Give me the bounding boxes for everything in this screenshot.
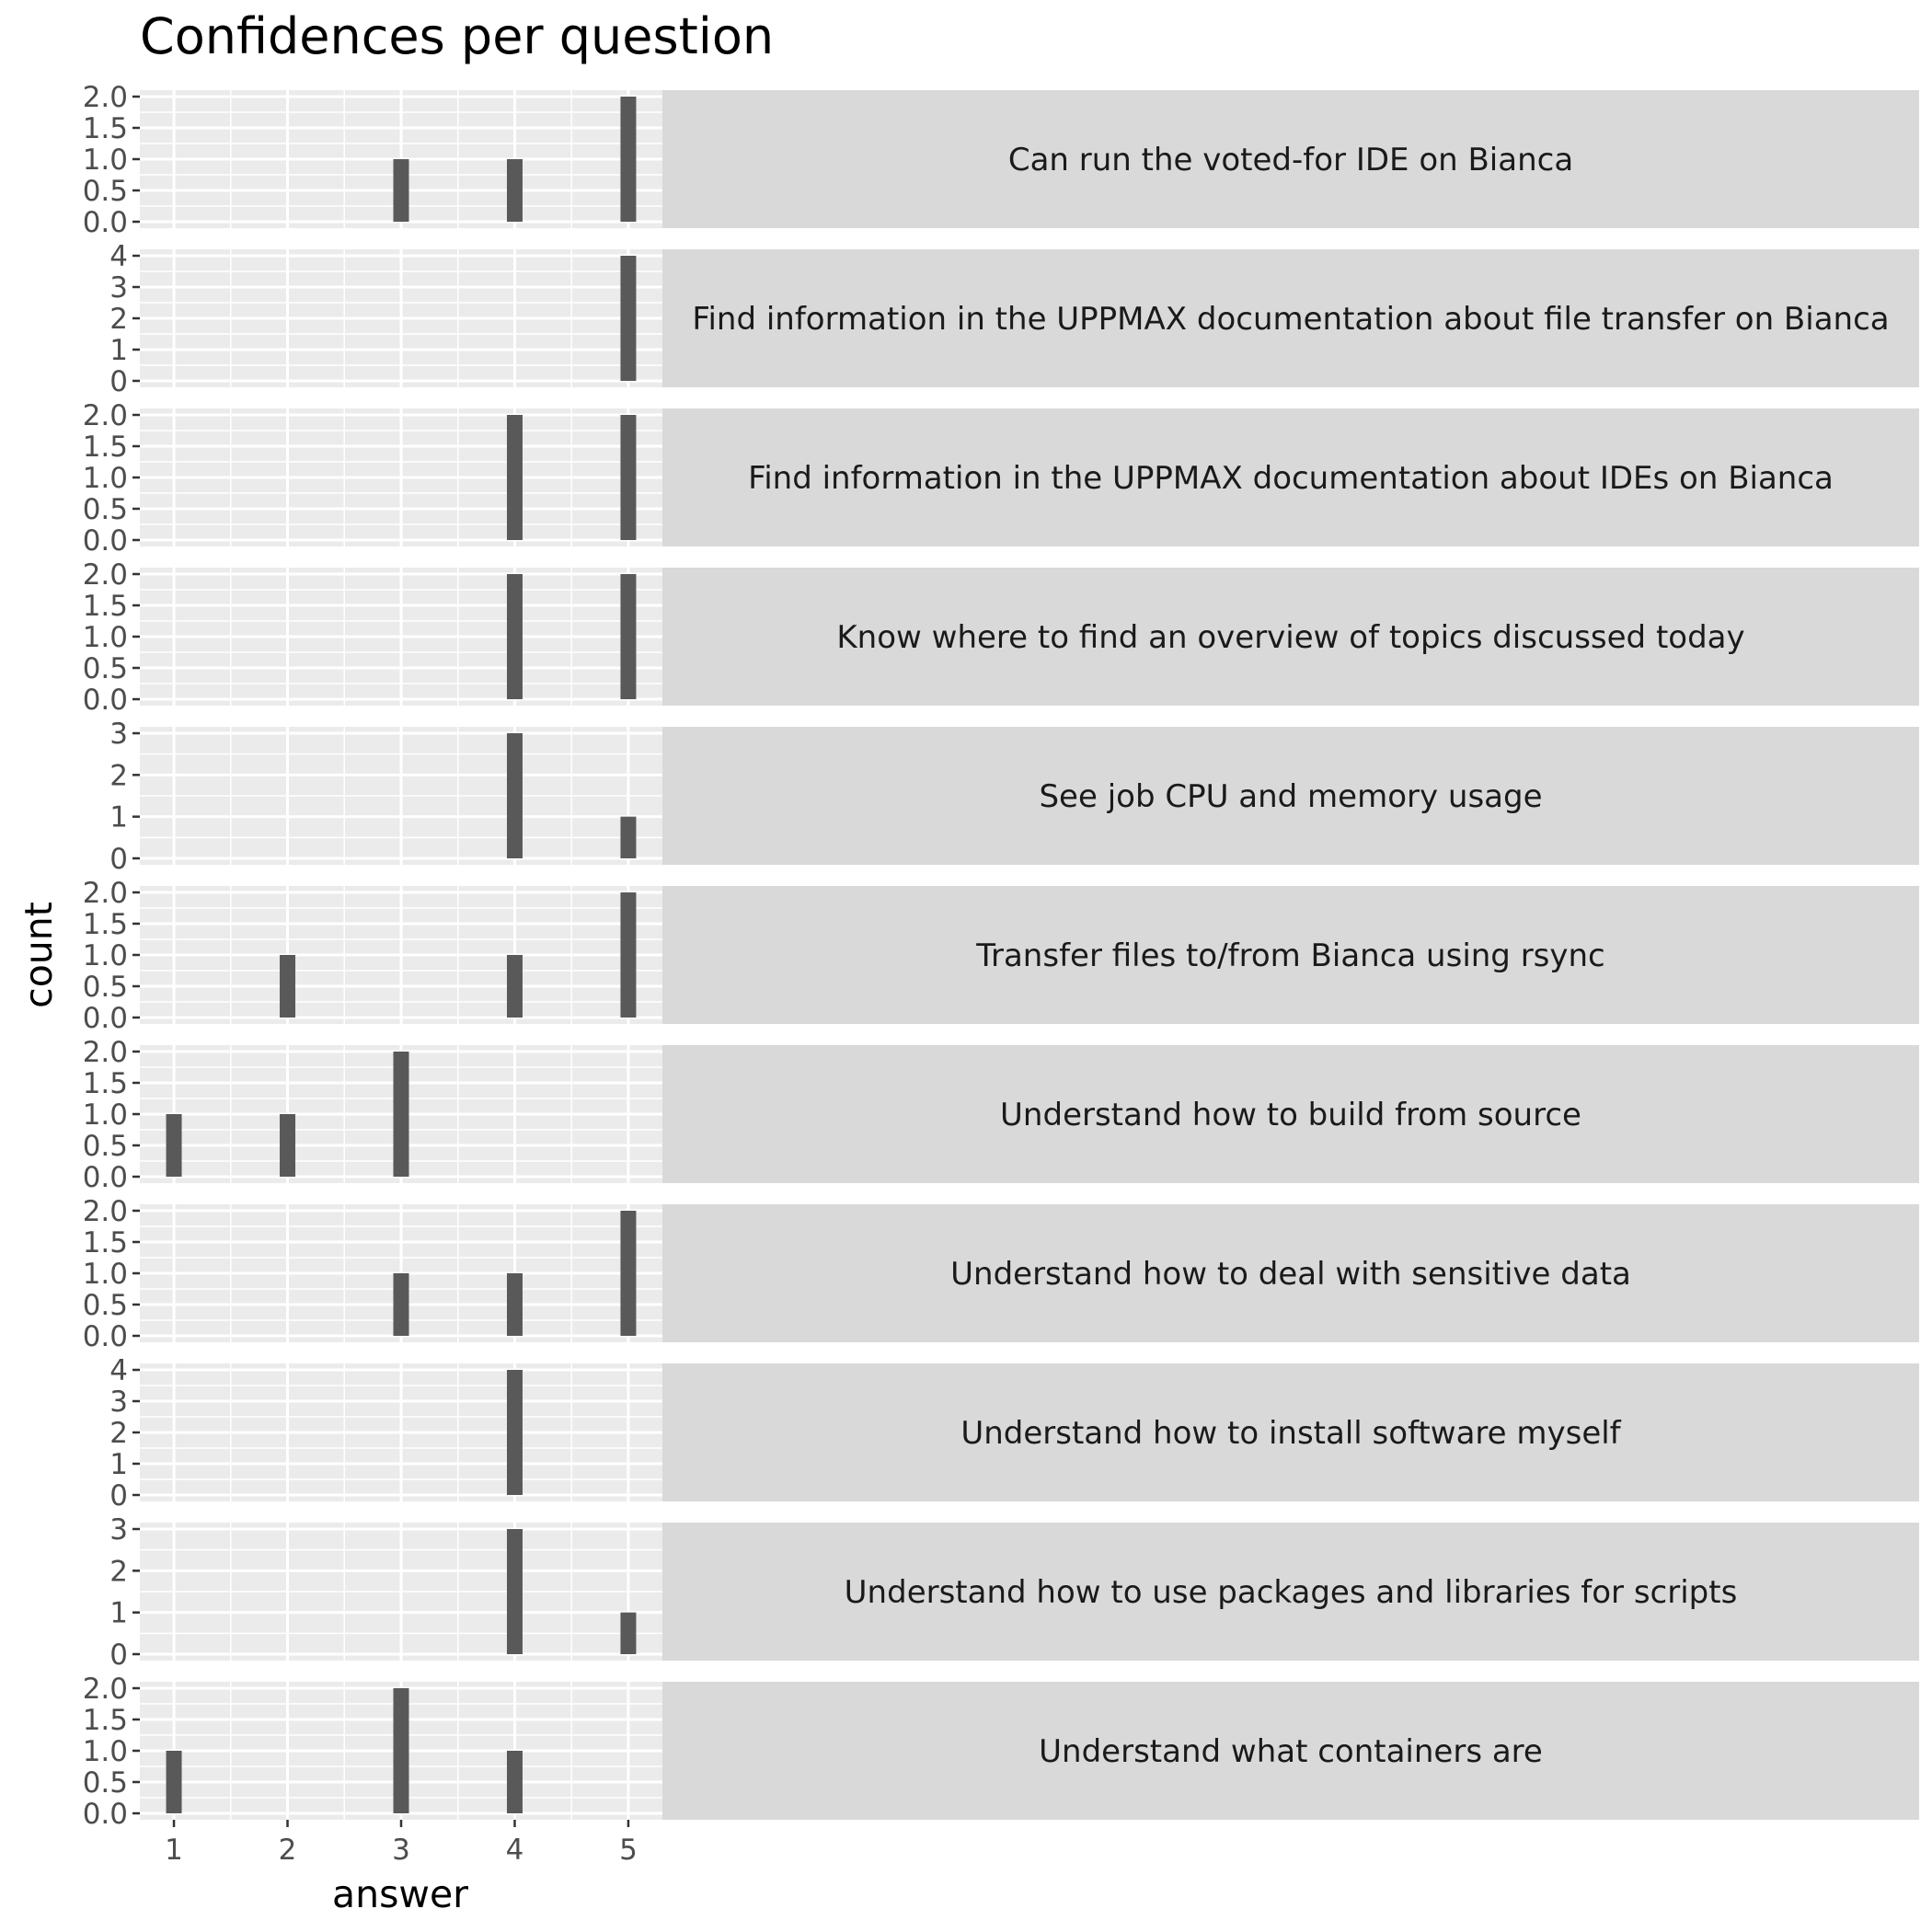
y-tick-label: 0.5 bbox=[82, 1289, 128, 1322]
bar-answer-4 bbox=[507, 1370, 523, 1495]
y-tick-label: 4 bbox=[109, 1354, 128, 1387]
y-tick-label: 1.0 bbox=[82, 462, 128, 495]
panel-10 bbox=[109, 1513, 1919, 1672]
y-tick-label: 1 bbox=[109, 1448, 128, 1481]
y-tick-label: 0 bbox=[109, 365, 128, 398]
strip-label: Know where to find an overview of topics discussed today bbox=[836, 619, 1745, 656]
y-tick-label: 0.0 bbox=[82, 684, 128, 717]
y-axis-title: count bbox=[17, 902, 61, 1008]
panel-4 bbox=[83, 558, 1919, 717]
bar-answer-3 bbox=[394, 1688, 409, 1813]
panel-8 bbox=[83, 1195, 1919, 1353]
strip-label: Find information in the UPPMAX documentation about IDEs on Bianca bbox=[748, 460, 1834, 497]
y-tick-label: 2.0 bbox=[82, 1673, 128, 1706]
bar-answer-4 bbox=[507, 574, 523, 699]
y-tick-label: 0.0 bbox=[82, 1002, 128, 1035]
panels-group bbox=[83, 81, 1919, 1831]
strip-label: Understand how to use packages and libraries for scripts bbox=[844, 1574, 1738, 1611]
y-tick-label: 2.0 bbox=[82, 1036, 128, 1069]
y-tick-label: 1 bbox=[109, 1596, 128, 1630]
y-tick-label: 3 bbox=[109, 271, 128, 305]
strip-label: Can run the voted-for IDE on Bianca bbox=[1007, 142, 1574, 178]
y-tick-label: 0.0 bbox=[82, 1320, 128, 1353]
y-tick-label: 2 bbox=[109, 1417, 128, 1450]
y-tick-label: 1.0 bbox=[82, 1098, 128, 1132]
y-tick-label: 0.0 bbox=[82, 1798, 128, 1831]
y-tick-label: 0.0 bbox=[82, 1161, 128, 1194]
panel-1 bbox=[83, 81, 1919, 239]
y-tick-label: 1.0 bbox=[82, 144, 128, 177]
y-tick-label: 0.0 bbox=[82, 206, 128, 239]
y-tick-label: 0 bbox=[109, 1479, 128, 1512]
chart-title: Confidences per question bbox=[140, 7, 775, 65]
y-tick-label: 0.0 bbox=[82, 524, 128, 558]
x-tick-label: 4 bbox=[505, 1834, 524, 1867]
x-tick-label: 2 bbox=[278, 1834, 297, 1867]
y-tick-label: 1.0 bbox=[82, 939, 128, 972]
y-tick-label: 0.5 bbox=[82, 652, 128, 685]
bar-answer-5 bbox=[620, 574, 636, 699]
panel-11 bbox=[83, 1673, 1919, 1831]
panel-7 bbox=[83, 1036, 1919, 1194]
bar-answer-1 bbox=[167, 1751, 182, 1813]
y-tick-label: 3 bbox=[109, 1386, 128, 1419]
panel-3 bbox=[83, 399, 1919, 558]
y-tick-label: 2.0 bbox=[82, 1195, 128, 1228]
y-tick-label: 1.5 bbox=[82, 1067, 128, 1100]
strip-label: Transfer files to/from Bianca using rsync bbox=[976, 937, 1605, 974]
y-tick-label: 2 bbox=[109, 1555, 128, 1589]
bar-answer-4 bbox=[507, 1273, 523, 1336]
strip-label: Understand how to install software myself bbox=[960, 1415, 1621, 1452]
y-tick-label: 1.5 bbox=[82, 590, 128, 623]
bar-answer-5 bbox=[620, 415, 636, 540]
y-tick-label: 1.5 bbox=[82, 112, 128, 145]
bar-answer-4 bbox=[507, 733, 523, 858]
y-tick-label: 4 bbox=[109, 240, 128, 273]
bar-answer-5 bbox=[620, 1613, 636, 1654]
panel-9 bbox=[109, 1354, 1919, 1512]
bar-answer-3 bbox=[394, 159, 409, 222]
bar-answer-5 bbox=[620, 817, 636, 858]
y-tick-label: 2.0 bbox=[82, 81, 128, 114]
y-tick-label: 2.0 bbox=[82, 399, 128, 432]
y-tick-label: 1 bbox=[109, 334, 128, 367]
y-tick-label: 1.5 bbox=[82, 431, 128, 464]
strip-label: Understand how to build from source bbox=[1000, 1097, 1581, 1133]
y-tick-label: 0.5 bbox=[82, 493, 128, 526]
y-tick-label: 2 bbox=[109, 759, 128, 793]
y-tick-label: 2.0 bbox=[82, 877, 128, 910]
y-tick-label: 0.5 bbox=[82, 175, 128, 208]
y-tick-label: 0 bbox=[109, 843, 128, 876]
bar-answer-4 bbox=[507, 1529, 523, 1654]
y-tick-label: 0.5 bbox=[82, 1130, 128, 1163]
bar-answer-4 bbox=[507, 955, 523, 1018]
bar-answer-4 bbox=[507, 415, 523, 540]
y-tick-label: 3 bbox=[109, 1513, 128, 1547]
bar-answer-3 bbox=[394, 1052, 409, 1177]
x-tick-label: 1 bbox=[165, 1834, 183, 1867]
y-tick-label: 1.0 bbox=[82, 1258, 128, 1291]
y-tick-label: 1.0 bbox=[82, 621, 128, 654]
bar-answer-2 bbox=[280, 1114, 295, 1177]
strip-label: Understand how to deal with sensitive data bbox=[950, 1256, 1631, 1293]
y-tick-label: 2 bbox=[109, 303, 128, 336]
y-tick-label: 1.5 bbox=[82, 908, 128, 941]
bar-answer-2 bbox=[280, 955, 295, 1018]
y-tick-label: 1.0 bbox=[82, 1735, 128, 1768]
y-tick-label: 0.5 bbox=[82, 1766, 128, 1800]
bar-answer-4 bbox=[507, 1751, 523, 1813]
strip-label: See job CPU and memory usage bbox=[1039, 778, 1543, 815]
bar-answer-5 bbox=[620, 97, 636, 222]
y-tick-label: 0.5 bbox=[82, 971, 128, 1004]
y-tick-label: 1.5 bbox=[82, 1704, 128, 1737]
bar-answer-5 bbox=[620, 892, 636, 1018]
panel-2 bbox=[109, 240, 1919, 398]
y-tick-label: 1.5 bbox=[82, 1226, 128, 1259]
strip-label: Find information in the UPPMAX documentation about file transfer on Bianca bbox=[692, 301, 1890, 338]
x-axis-title: answer bbox=[331, 1872, 469, 1916]
bar-answer-5 bbox=[620, 1211, 636, 1336]
bar-answer-5 bbox=[620, 256, 636, 381]
y-tick-label: 0 bbox=[109, 1639, 128, 1672]
bar-answer-3 bbox=[394, 1273, 409, 1336]
x-tick-label: 5 bbox=[619, 1834, 638, 1867]
y-tick-label: 3 bbox=[109, 718, 128, 751]
panel-6 bbox=[83, 877, 1919, 1035]
x-tick-label: 3 bbox=[392, 1834, 410, 1867]
bar-answer-4 bbox=[507, 159, 523, 222]
y-tick-label: 1 bbox=[109, 800, 128, 834]
strip-label: Understand what containers are bbox=[1039, 1733, 1543, 1770]
y-tick-label: 2.0 bbox=[82, 558, 128, 592]
panel-5 bbox=[109, 718, 1919, 876]
bar-answer-1 bbox=[167, 1114, 182, 1177]
